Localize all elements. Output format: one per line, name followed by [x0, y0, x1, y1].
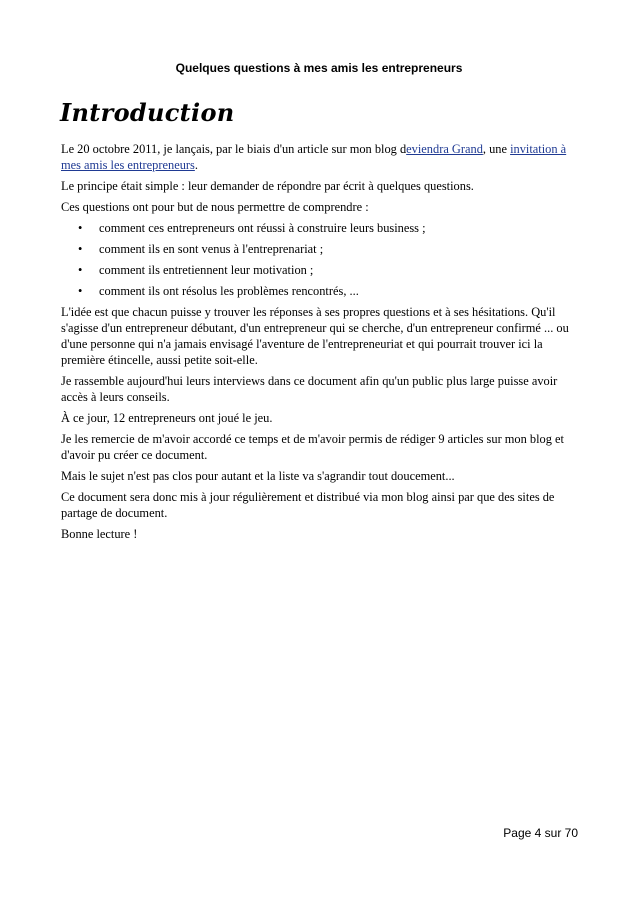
list-item	[61, 241, 581, 257]
paragraph-intro-text: Le 20 octobre 2011, je lançais, par le biais d'un article sur mon blog d	[61, 142, 407, 156]
paragraph-principle: Le principe était simple : leur demander de répondre par écrit à quelques questions.	[61, 179, 474, 193]
section-title: Introduction	[60, 98, 235, 127]
list-item-text: comment ils entretiennent leur motivation ;	[99, 263, 314, 277]
list-item-text: comment ces entrepreneurs ont réussi à construire leurs business ;	[99, 221, 426, 235]
paragraph-idea: L'idée est que chacun puisse y trouver les réponses à ses propres questions et à ses hésitations. Qu'il s'agisse d'un entrepreneur débutant, d'un entrepreneur qui se cherche, d'un entrepreneur confirmé ... ou d'une personne qui n'a jamais envisagé l'aventure de l'entrepreneuriat et qui pourrait trouver ici la première étincelle, aussi petite soit-elle.	[61, 305, 569, 367]
paragraph-intro	[61, 141, 581, 173]
paragraph-gathering: Je rassemble aujourd'hui leurs interviews dans ce document afin qu'un public plus large puisse avoir accès à leurs conseils.	[61, 374, 558, 404]
invitation-link[interactable]: invitation à mes amis les entrepreneurs	[61, 142, 567, 172]
paragraph-closing: Bonne lecture !	[61, 527, 138, 541]
running-header: Quelques questions à mes amis les entrepreneurs	[175, 61, 463, 75]
bullet-icon: •	[78, 221, 83, 235]
questions-list	[61, 220, 581, 299]
body-text	[61, 141, 581, 547]
bullet-icon: •	[78, 263, 83, 277]
paragraph-intro-end: .	[194, 158, 198, 172]
blog-link[interactable]: eviendra Grand	[406, 142, 483, 156]
paragraph-thanks: Je les remercie de m'avoir accordé ce temps et de m'avoir permis de rédiger 9 articles sur mon blog et d'avoir pu créer ce document.	[61, 432, 564, 462]
list-item-text: comment ils ont résolus les problèmes rencontrés, ...	[99, 284, 359, 298]
bullet-icon: •	[78, 242, 83, 256]
list-item	[61, 283, 581, 299]
paragraph-not-closed: Mais le sujet n'est pas clos pour autant et la liste va s'agrandir tout doucement...	[61, 469, 455, 483]
bullet-icon: •	[78, 284, 83, 298]
paragraph-count: À ce jour, 12 entrepreneurs ont joué le jeu.	[61, 411, 273, 425]
paragraph-updates: Ce document sera donc mis à jour régulièrement et distribué via mon blog ainsi par que des sites de partage de document.	[61, 490, 555, 520]
list-item-text: comment ils en sont venus à l'entreprenariat ;	[99, 242, 324, 256]
list-item	[61, 220, 581, 236]
page-number: Page 4 sur 70	[503, 826, 578, 840]
list-item	[61, 262, 581, 278]
paragraph-purpose: Ces questions ont pour but de nous permettre de comprendre :	[61, 200, 369, 214]
paragraph-intro-separator: , une	[482, 142, 511, 156]
